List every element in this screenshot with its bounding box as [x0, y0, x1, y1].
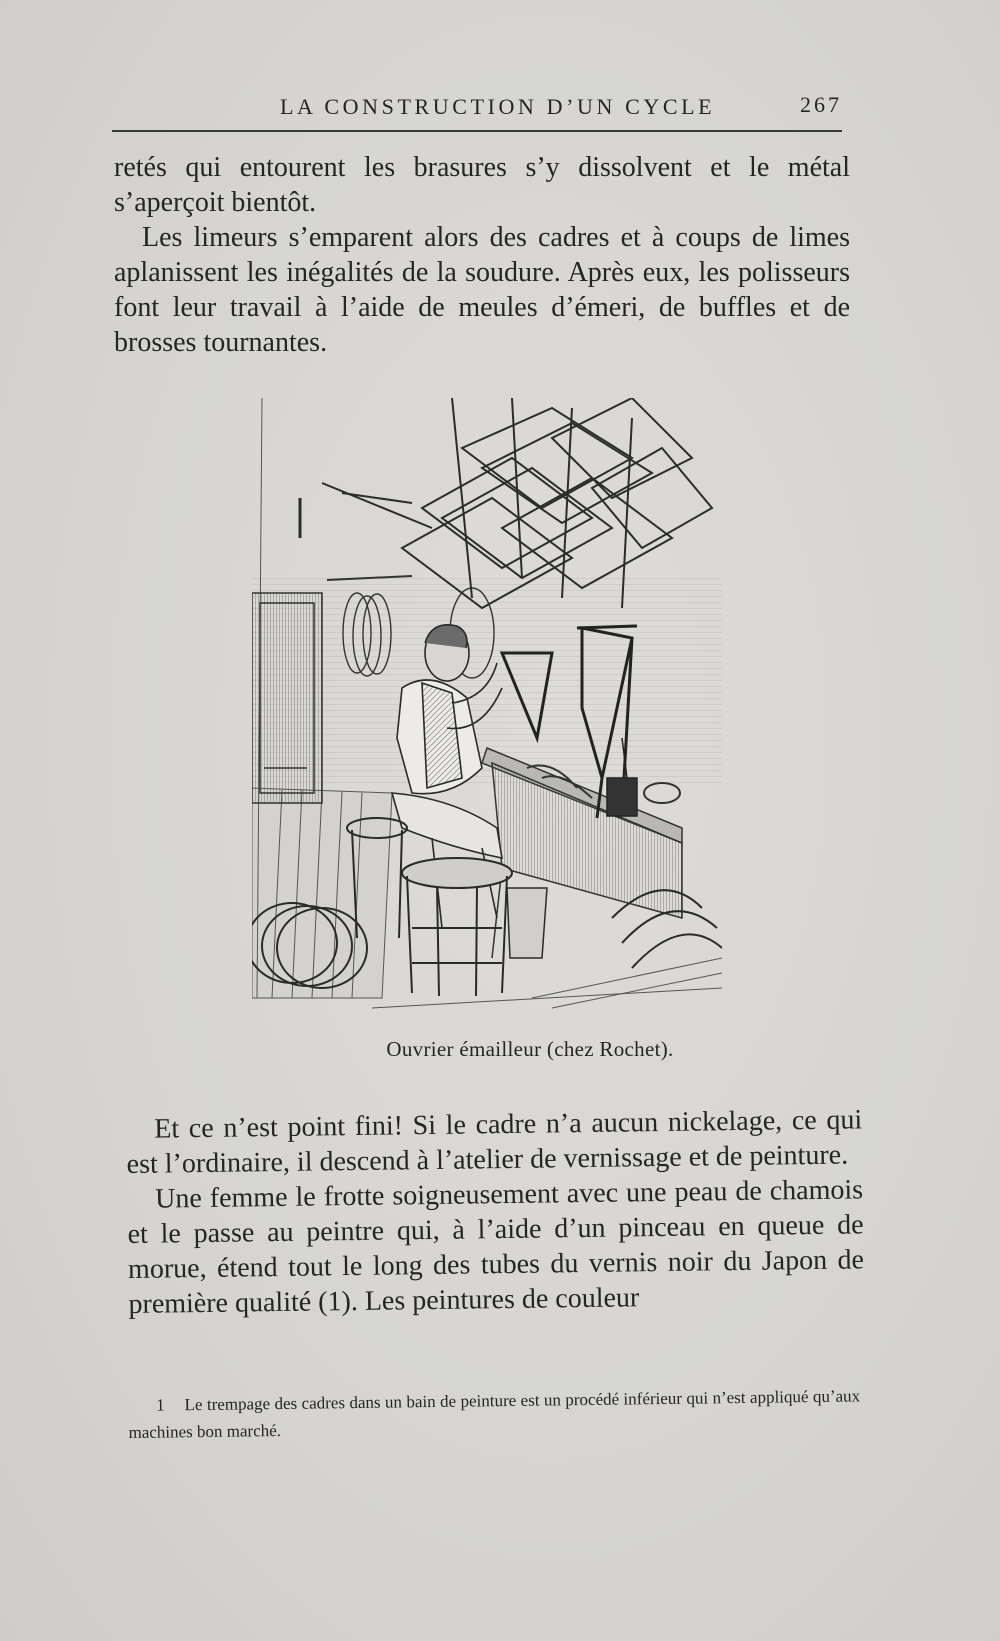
header-rule	[112, 130, 842, 132]
footnote-text: Le trempage des cadres dans un bain de peinture est un procédé inférieur qui n’est appliqué qu’aux machines bon marché.	[128, 1386, 861, 1442]
stool	[402, 858, 512, 996]
running-head: LA CONSTRUCTION D’UN CYCLE	[280, 94, 716, 119]
page-header	[112, 94, 842, 124]
floor-hatching	[372, 958, 722, 1008]
illustration-enameller	[252, 398, 722, 1033]
bucket	[507, 888, 547, 958]
paragraph-continuation: retés qui entourent les brasures s’y dissolvent et le métal s’aperçoit bientôt.	[114, 152, 850, 218]
paragraph-pas-fini: Et ce n’est point fini! Si le cadre n’a aucun nickelage, ce qui est l’ordinaire, il descend à l’atelier de vernissage et de peinture.	[126, 1104, 863, 1180]
footnote	[128, 1382, 861, 1446]
illustration-caption: Ouvrier émailleur (chez Rochet).	[386, 1037, 674, 1061]
engraving-drawing	[252, 398, 722, 1033]
page-number: 267	[800, 92, 842, 117]
top-text-block	[114, 150, 850, 360]
bottom-text-block	[126, 1102, 865, 1322]
footnote-mark: 1	[156, 1395, 165, 1415]
paragraph-limeurs: Les limeurs s’emparent alors des cadres et à coups de limes aplanissent les inégalités de la soudure. Après eux, les polisseurs font leur travail à l’aide de meules d’émeri, de buffles et de brosses tournantes.	[114, 222, 850, 358]
paragraph-femme: Une femme le frotte soigneusement avec une peau de chamois et le passe au peintre qui, à l’aide d’un pinceau en queue de morue, étend tout le long des tubes du vernis noir du Japon de première qualité (1). Les peintures de couleur	[127, 1174, 865, 1320]
cabinet	[252, 593, 322, 803]
